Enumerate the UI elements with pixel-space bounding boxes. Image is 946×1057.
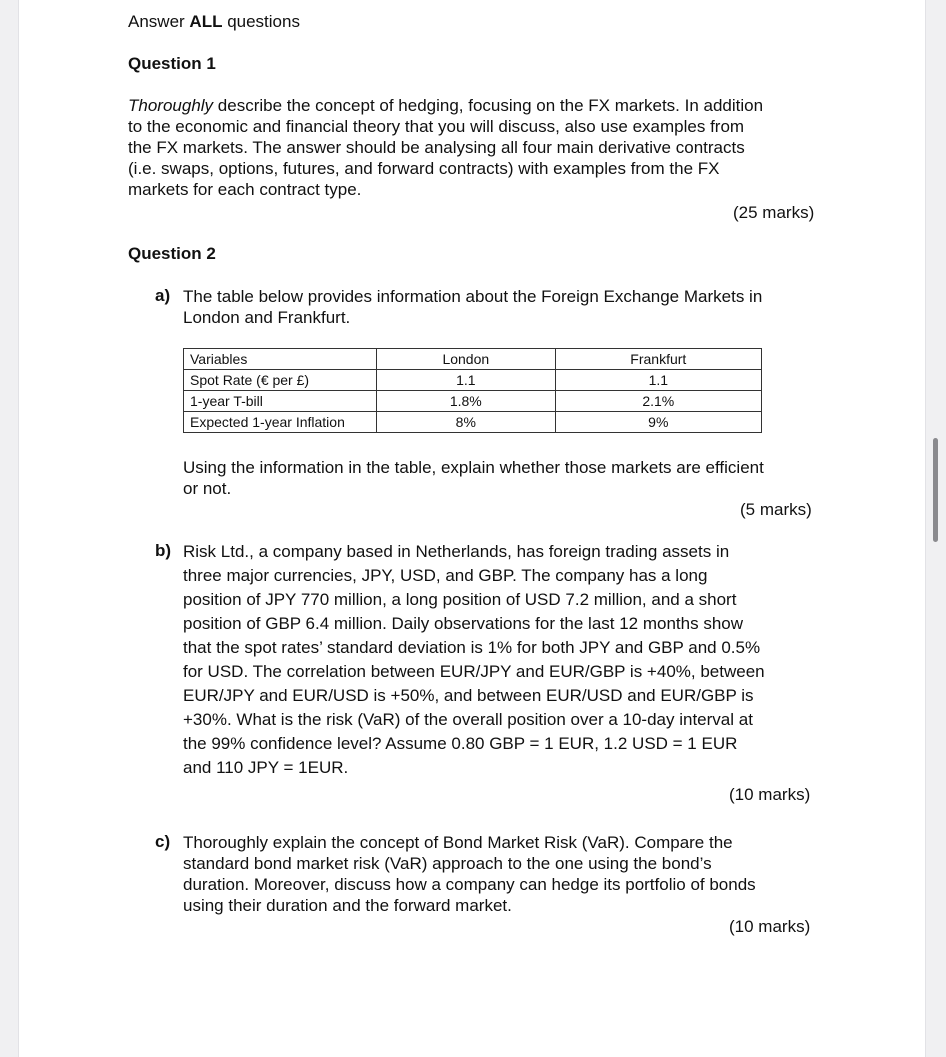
part-a-label: a) xyxy=(155,286,171,305)
part-c-text: Thoroughly explain the concept of Bond Market Risk (VaR). Compare the standard bond market risk (VaR) approach to the one using the bond’s duration. Moreover, discuss how a company can hedge its portfolio of bonds using their duration and the forward market. xyxy=(183,833,756,915)
part-c-marks: (10 marks) xyxy=(729,917,811,936)
table-row: Expected 1-year Inflation 8% 9% xyxy=(184,412,762,433)
question-1-heading: Question 1 xyxy=(128,54,216,73)
part-a-marks: (5 marks) xyxy=(740,500,812,519)
part-b-marks: (10 marks) xyxy=(729,785,811,804)
table-row: Spot Rate (€ per £) 1.1 1.1 xyxy=(184,370,762,391)
part-a-text: The table below provides information about the Foreign Exchange Markets in London and Frankfurt. xyxy=(183,287,763,327)
part-c-label: c) xyxy=(155,832,171,851)
fx-markets-table xyxy=(183,348,762,433)
question-1-marks: (25 marks) xyxy=(733,203,815,222)
table-row: 1-year T-bill 1.8% 2.1% xyxy=(184,391,762,412)
part-b-text: Risk Ltd., a company based in Netherlands, has foreign trading assets in three major currencies, JPY, USD, and GBP. The company has a long position of JPY 770 million, a long position of USD 7.2 million, and a short position of GBP 6.4 million. Daily observations for the last 12 months show that the spot rates’ standard deviation is 1% for both JPY and GBP and 0.5% for USD. The correlation between EUR/JPY and EUR/GBP is +40%, between EUR/JPY and EUR/USD is +50%, and between EUR/USD and EUR/GBP is +30%. What is the risk (VaR) of the overall position over a 10-day interval at the 99% confidence level? Assume 0.80 GBP = 1 EUR, 1.2 USD = 1 EUR and 110 JPY = 1EUR. xyxy=(183,542,765,777)
part-a-question: Using the information in the table, explain whether those markets are efficient or not. xyxy=(183,458,764,498)
instructions: Answer ALL questions xyxy=(128,12,300,31)
question-2-heading: Question 2 xyxy=(128,244,216,263)
scrollbar[interactable] xyxy=(933,438,938,542)
question-1-text: Thoroughly describe the concept of hedging, focusing on the FX markets. In addition to the economic and financial theory that you will discuss, also use examples from the FX markets. The answer should be analysing all four main derivative contracts (i.e. swaps, options, futures, and forward contracts) with examples from the FX markets for each contract type. xyxy=(128,96,764,199)
part-b-label: b) xyxy=(155,541,172,560)
table-header-row: Variables London Frankfurt xyxy=(184,349,762,370)
